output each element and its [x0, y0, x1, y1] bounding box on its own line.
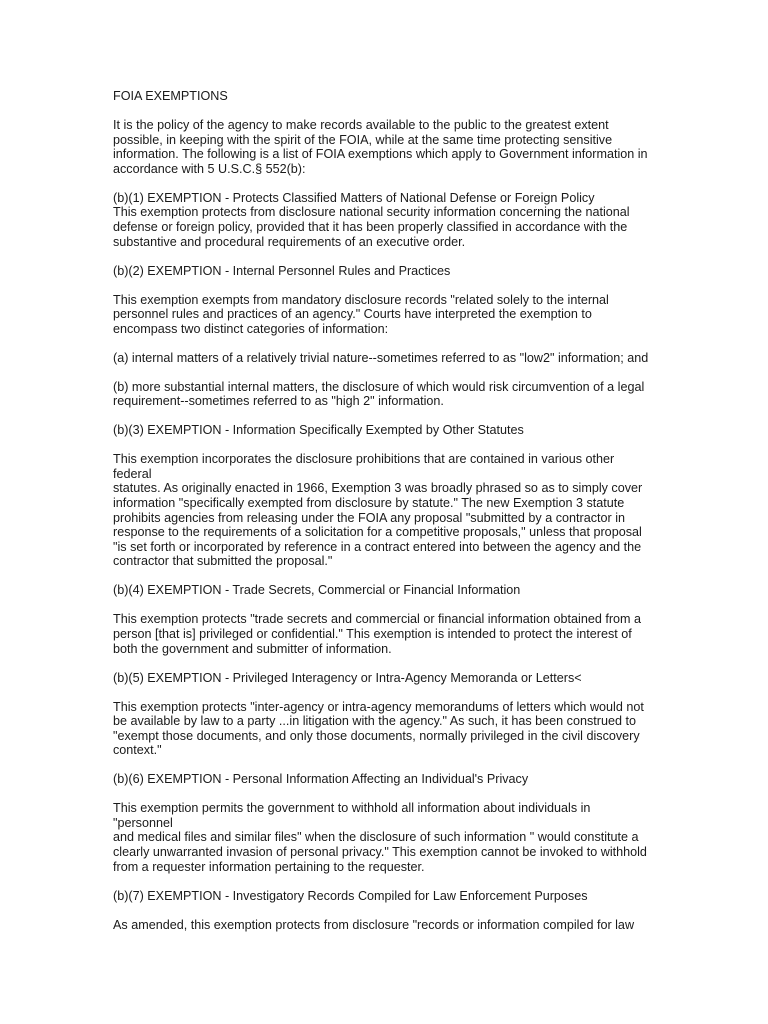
- section-b7: [113, 889, 653, 933]
- section-b4: [113, 583, 653, 656]
- section-b3: [113, 423, 653, 569]
- section-body-b6: This exemption permits the government to withhold all information about individuals in "personnel and medical files and similar files" when the disclosure of such information " would constitute a clearly unwarranted invasion of personal privacy." This exemption cannot be invoked to withhold from a requester information pertaining to the requester.: [113, 801, 647, 874]
- section-body-b1: This exemption protects from disclosure national security information concerning the national defense or foreign policy, provided that it has been properly classified in accordance with the substantive and procedural requirements of an executive order.: [113, 205, 630, 249]
- section-b1: [113, 191, 653, 249]
- section-heading-b7: (b)(7) EXEMPTION - Investigatory Records Compiled for Law Enforcement Purposes: [113, 888, 588, 903]
- section-body-b2: This exemption exempts from mandatory disclosure records "related solely to the internal personnel rules and practices of an agency." Courts have interpreted the exemption to encompass two distinct categories of information:: [113, 292, 609, 336]
- document-title: FOIA EXEMPTIONS: [113, 89, 228, 103]
- section-heading-b3: (b)(3) EXEMPTION - Information Specifically Exempted by Other Statutes: [113, 423, 524, 438]
- section-heading-b4: (b)(4) EXEMPTION - Trade Secrets, Commercial or Financial Information: [113, 583, 521, 598]
- section-item-a: (a) internal matters of a relatively trivial nature--sometimes referred to as "low2" information; and: [113, 350, 649, 365]
- section-body-b4: This exemption protects "trade secrets and commercial or financial information obtained from a person [that is] privileged or confidential." This exemption is intended to protect the interest of both the government and submitter of information.: [113, 612, 642, 656]
- section-b6: [113, 772, 653, 874]
- section-body-b7: As amended, this exemption protects from disclosure "records or information compiled for law: [113, 917, 635, 932]
- section-item-b: (b) more substantial internal matters, the disclosure of which would risk circumvention of a legal requirement--sometimes referred to as "high 2" information.: [113, 379, 645, 409]
- intro-paragraph: It is the policy of the agency to make records available to the public to the greatest extent possible, in keeping with the spirit of the FOIA, while at the same time protecting sensitive information. The following is a list of FOIA exemptions which apply to Government information in accordance with 5 U.S.C.§ 552(b):: [113, 117, 648, 176]
- section-heading-b1: (b)(1) EXEMPTION - Protects Classified Matters of National Defense or Foreign Policy: [113, 190, 595, 205]
- document-page: [113, 89, 653, 947]
- section-body-b5: This exemption protects "inter-agency or intra-agency memorandums of letters which would not be available by law to a party ...in litigation with the agency." As such, it has been construed to "exempt those documents, and only those documents, normally privileged in the civil discovery context.": [113, 699, 644, 758]
- section-body-b3: This exemption incorporates the disclosure prohibitions that are contained in various other federal statutes. As originally enacted in 1966, Exemption 3 was broadly phrased so as to simply cover information "specifically exempted from disclosure by statute." The new Exemption 3 statute prohibits agencies from releasing under the FOIA any proposal "submitted by a contractor in response to the requirements of a solicitation for a competitive proposals," unless that proposal "is set forth or incorporated by reference in a contract entered into between the agency and the contractor that submitted the proposal.": [113, 452, 643, 569]
- section-heading-b6: (b)(6) EXEMPTION - Personal Information Affecting an Individual's Privacy: [113, 772, 529, 787]
- section-b2: [113, 264, 653, 409]
- section-heading-b2: (b)(2) EXEMPTION - Internal Personnel Rules and Practices: [113, 263, 451, 278]
- section-b5: [113, 671, 653, 758]
- section-heading-b5: (b)(5) EXEMPTION - Privileged Interagency or Intra-Agency Memoranda or Letters<: [113, 670, 582, 685]
